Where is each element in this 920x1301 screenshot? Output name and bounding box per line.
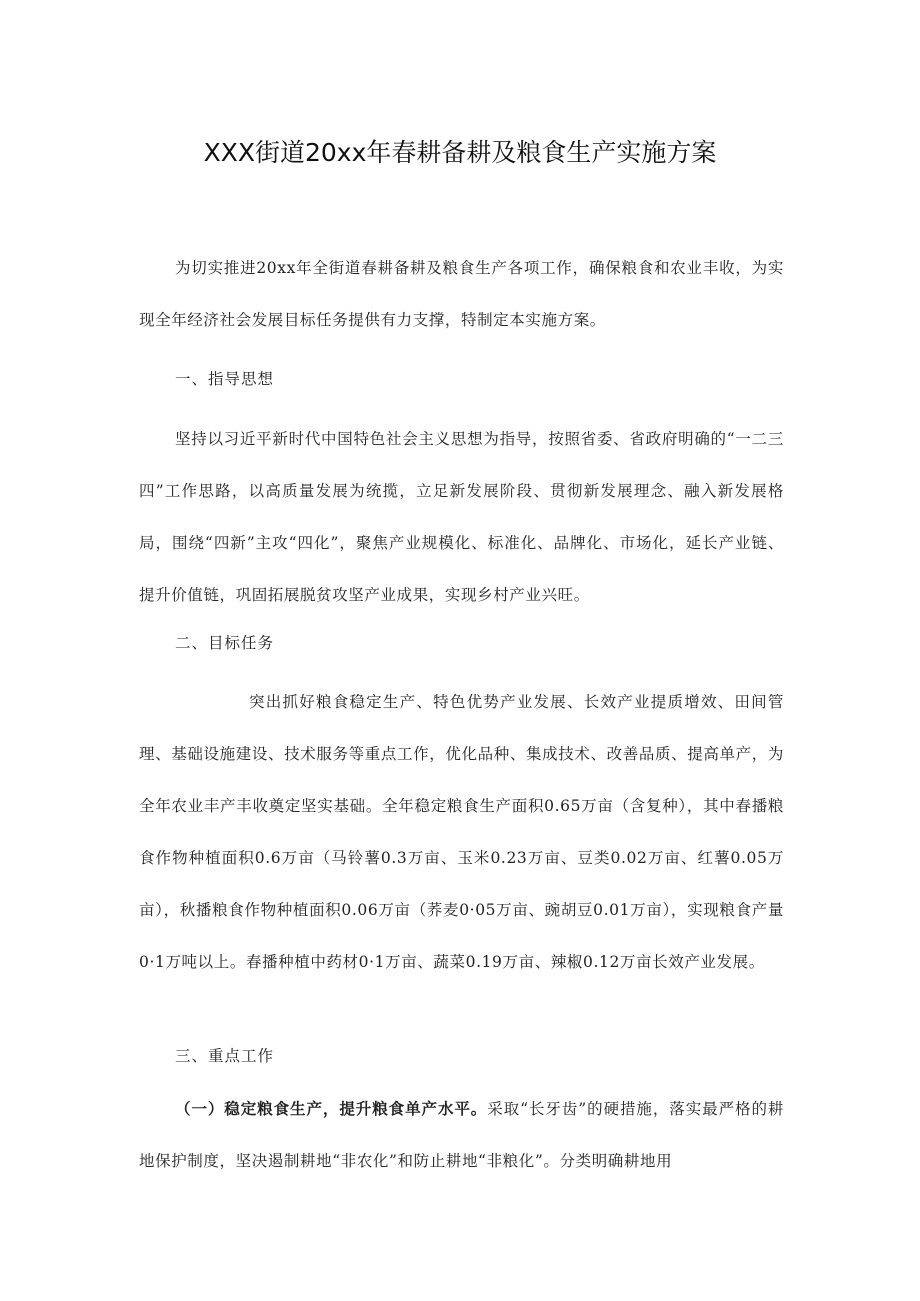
targets-paragraph: 突出抓好粮食稳定生产、特色优势产业发展、长效产业提质增效、田间管理、基础设施建设、技术服务等重点工作，优化品种、集成技术、改善品质、提高单产，为全年农业丰产丰收奠定坚实基础。全年稳定粮食生产面积0.65万亩（含复种），其中春播粮食作物种植面积0.6万亩（马铃薯0.3万亩、玉米0.23万亩、豆类0.02万亩、红薯0.05万亩），秋播粮食作物种植面积0.06万亩（荞麦0·05万亩、豌胡豆0.01万亩），实现粮食产量0·1万吨以上。春播种植中药材0·1万亩、蔬菜0.19万亩、辣椒0.12万亩长效产业发展。 xyxy=(139,693,784,971)
key-work-paragraph xyxy=(139,1083,784,1187)
document-title: XXX街道20xx年春耕备耕及粮食生产实施方案 xyxy=(203,138,717,167)
subsection-lead: （一）稳定粮食生产，提升粮食单产水平。 xyxy=(175,1099,488,1118)
section-heading-guiding-ideology: 一、指导思想 xyxy=(175,370,275,388)
section-heading-key-work: 三、重点工作 xyxy=(175,1047,275,1065)
subsection-body: 采取“长牙齿”的硬措施，落实最严格的耕地保护制度，坚决遏制耕地“非农化”和防止耕地“非粮化”。分类明确耕地用 xyxy=(139,1100,785,1170)
section-heading-targets: 二、目标任务 xyxy=(175,634,275,652)
guiding-ideology-paragraph: 坚持以习近平新时代中国特色社会主义思想为指导，按照省委、省政府明确的“一二三四”工作思路，以高质量发展为统揽，立足新发展阶段、贯彻新发展理念、融入新发展格局，围绕“四新”主攻“四化”，聚焦产业规模化、标准化、品牌化、市场化，延长产业链、提升价值链，巩固拓展脱贫攻坚产业成果，实现乡村产业兴旺。 xyxy=(139,430,784,604)
intro-paragraph: 为切实推进20xx年全街道春耕备耕及粮食生产各项工作，确保粮食和农业丰收，为实现全年经济社会发展目标任务提供有力支撑，特制定本实施方案。 xyxy=(139,259,784,329)
